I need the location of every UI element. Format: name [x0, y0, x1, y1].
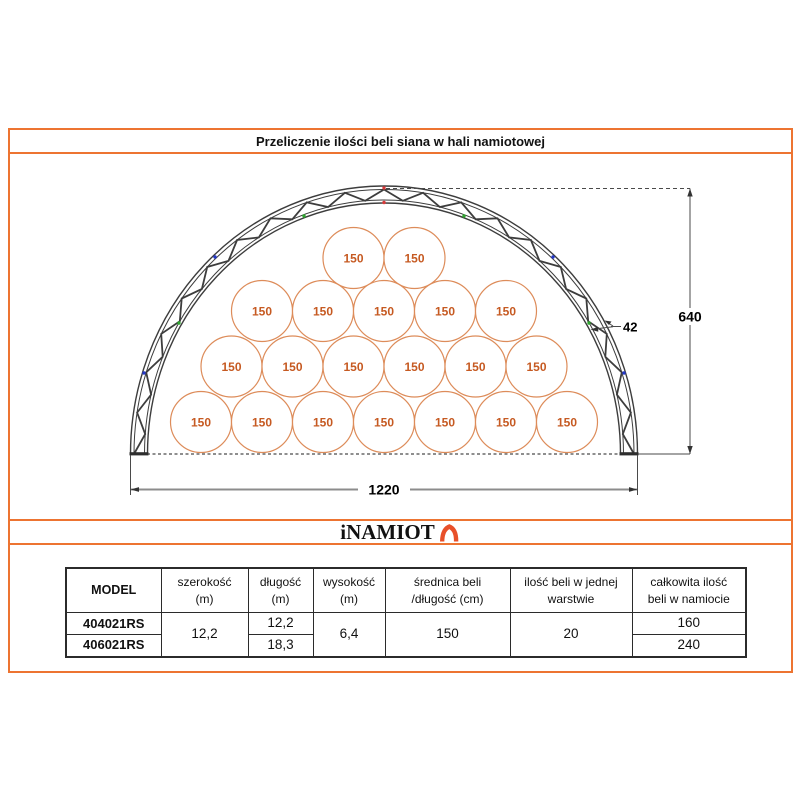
cell-ilosc-warstwa: 20 — [510, 613, 632, 657]
cell-dlugosc-1: 12,2 — [248, 613, 313, 635]
hay-bale — [323, 336, 384, 397]
base-plate-left — [130, 452, 149, 455]
hay-bale — [171, 392, 232, 453]
hay-bale — [476, 392, 537, 453]
header-model: MODEL — [66, 568, 161, 613]
hay-bale — [384, 336, 445, 397]
hay-bale — [354, 281, 415, 342]
svg-text:150: 150 — [373, 304, 395, 319]
header-srednica: średnica beli /długość (cm) — [385, 568, 510, 613]
title-bar — [10, 130, 791, 154]
hay-bale — [293, 281, 354, 342]
dim-truss-label: 42 — [623, 319, 638, 335]
svg-text:150: 150 — [221, 360, 242, 374]
header-wysokosc: wysokość (m) — [313, 568, 385, 613]
svg-text:150: 150 — [434, 415, 456, 430]
brand-name: iNAMIOT — [340, 519, 435, 544]
svg-text:150: 150 — [312, 415, 334, 430]
hay-bale — [415, 281, 476, 342]
svg-text:150: 150 — [434, 304, 456, 319]
svg-text:150: 150 — [373, 415, 395, 430]
hay-bale — [201, 336, 262, 397]
svg-text:150: 150 — [343, 360, 364, 374]
truss-joint-dot — [213, 255, 216, 258]
cell-calkowita-2: 240 — [632, 635, 746, 657]
hay-bale — [293, 392, 354, 453]
cell-model-1: 404021RS — [66, 613, 161, 635]
svg-text:150: 150 — [404, 251, 425, 266]
hay-bale — [415, 392, 476, 453]
table-header-row — [66, 568, 746, 613]
ground-line — [130, 452, 691, 455]
dimension-width — [131, 455, 638, 498]
hay-bale — [537, 392, 598, 453]
truss-joint-dot — [382, 186, 385, 189]
hay-bale — [445, 336, 506, 397]
page-title: Przeliczenie ilości beli siana w hali namiotowej — [256, 133, 545, 149]
tent-diagram-svg — [10, 154, 791, 519]
truss-joint-dot — [382, 201, 385, 204]
hay-bale — [384, 228, 445, 289]
truss-joint-dot — [142, 371, 145, 374]
truss-joint-dot — [462, 214, 465, 217]
hay-bale — [354, 392, 415, 453]
hay-bale — [323, 228, 384, 289]
svg-text:150: 150 — [495, 304, 517, 319]
brand-banner — [10, 519, 791, 545]
header-calkowita: całkowita ilość beli w namiocie — [632, 568, 746, 613]
svg-text:150: 150 — [251, 415, 273, 430]
svg-text:150: 150 — [465, 360, 486, 374]
hay-bale — [232, 281, 293, 342]
hay-bale — [506, 336, 567, 397]
cell-dlugosc-2: 18,3 — [248, 635, 313, 657]
tent-logo-icon — [438, 523, 461, 542]
truss-joint-dot — [177, 321, 180, 324]
header-szerokosc: szerokość (m) — [161, 568, 248, 613]
cell-wysokosc: 6,4 — [313, 613, 385, 657]
header-ilosc-warstwa: ilość beli w jednej warstwie — [510, 568, 632, 613]
svg-text:150: 150 — [495, 415, 517, 430]
cell-calkowita-1: 160 — [632, 613, 746, 635]
spec-sheet-frame — [8, 128, 793, 673]
hay-bale — [262, 336, 323, 397]
table-panel — [10, 545, 791, 671]
svg-text:150: 150 — [404, 360, 425, 374]
svg-text:150: 150 — [190, 415, 212, 430]
svg-text:150: 150 — [251, 304, 273, 319]
diagram-panel — [10, 154, 791, 519]
svg-text:150: 150 — [556, 415, 578, 430]
hay-bale — [476, 281, 537, 342]
truss-joint-dot — [622, 371, 625, 374]
hay-bale — [232, 392, 293, 453]
cell-model-2: 406021RS — [66, 635, 161, 657]
svg-text:150: 150 — [282, 360, 303, 374]
svg-text:150: 150 — [526, 360, 547, 374]
base-plate-right — [620, 452, 639, 455]
truss-joint-dot — [587, 321, 590, 324]
header-dlugosc: długość (m) — [248, 568, 313, 613]
svg-text:150: 150 — [343, 251, 364, 266]
spec-table — [65, 567, 747, 658]
cell-srednica: 150 — [385, 613, 510, 657]
cell-szerokosc: 12,2 — [161, 613, 248, 657]
table-row — [66, 613, 746, 635]
svg-text:150: 150 — [312, 304, 334, 319]
dim-width-label: 1220 — [368, 481, 400, 498]
truss-joint-dot — [551, 255, 554, 258]
bales-group — [171, 228, 598, 453]
dim-height-label: 640 — [678, 308, 702, 325]
truss-joint-dot — [302, 214, 305, 217]
